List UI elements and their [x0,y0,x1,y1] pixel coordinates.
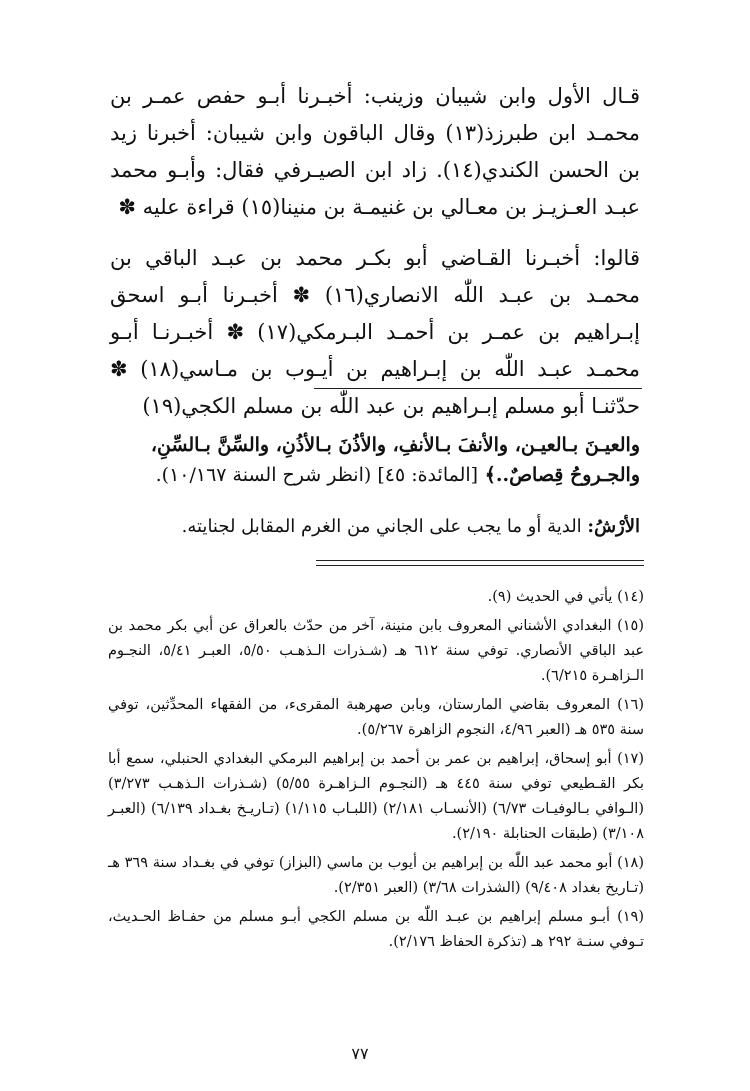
definition-term: الأرْشُ: [587,516,640,537]
separator-line [314,388,642,389]
definition-note [110,512,640,542]
page-number: ٧٧ [351,1044,369,1063]
definition-text: الدية أو ما يجب على الجاني من الغرم المقابل لجنايته. [181,516,582,537]
footnote: (١٩) أبـو مسلم إبراهيم بن عبـد اللّٰه بن مسلم الكجي أبـو مسلم من حفـاظ الحـديث، تـوفي سنـة ٢٩٢ هـ (تذكرة الحفاظ ٢/١٧٦). [108,909,644,950]
footnote: (١٥) البغدادي الأشناني المعروف بابن منينة، آخر من حدّث بالعراق عن أبي بكر محمد بن عبد الباقي الأنصاري. توفي سنة ٦١٢ هـ (شـذرات الـذهـب ٥/٥٠، العبـر ٥/٤١، النجـوم الـزاهـرة ٦/٢١٥). [108,618,645,684]
footnote-separator [316,560,644,566]
paragraph: قـال الأول وابن شيبان وزينب: أخبـرنا أبـو حفص عمـر بن محمـد ابن طبرزذ(١٣) وقال الباقون وابن شيبان: أخبرنا زيد بن الحسن الكندي(١٤). زاد ابن الصيـرفي فقال: وأبـو محمد عبـد العـزيـز بن معـالي بن غنيمـة بن منينا(١٥) قراءة عليه ✽ [110,84,640,219]
paragraph: قالوا: أخبـرنا القـاضي أبو بكـر محمد بن عبـد الباقي بن محمـد بن عبـد اللّٰه الانصاري(١٦) ✽ أخبـرنا أبـو اسحق إبـراهيم بن عمـر بن أحمـد البـرمكي(١٧) ✽ أخبـرنـا أبـو محمـد عبـد اللّٰه بن إبـراهيم بن أيـوب بن مـاسي(١٨) ✽ حدّثنـا أبو مسلم إبـراهيم بن عبد اللّٰه بن مسلم الكجي(١٩) [110,246,640,418]
footnote: (١٤) يأتي في الحديث (٩). [487,589,644,605]
footnotes [108,585,644,959]
footnote: (١٦) المعروف بقاضي المارستان، وبابن صهرهبة المقرىء، من الفقهاء المحدِّثين، توفي سنة ٥٣٥ هـ (العبر ٤/٩٦، النجوم الزاهرة ٥/٢٦٧). [108,697,644,738]
footnote: (١٧) أبو إسحاق، إبراهيم بن عمر بن أحمد بن إبراهيم البرمكي البغدادي الحنبلي، سمع أبا بكر القـطيعي توفي سنة ٤٤٥ هـ (النجـوم الـزاهـرة ٥/٥٥) (شـذرات الـذهـب ٣/٢٧٣) (الـوافي بـالوفيـات ٦/٧٣) (الأنسـاب ٢/١٨١) (اللبـاب ١/١١٥) (تـاريـخ بغـداد ٦/١٣٩) (العبـر ٣/١٠٨) (طبقات الحنابلة ٢/١٩٠). [108,751,645,842]
quran-quote [110,430,640,490]
quran-verse: والعيـنَ بـالعيـن، والأنفَ بـالأنفِ، والأذُنَ بـالأذُنِ، والسِّنَّ بـالسِّنِ، والجـروحُ قِصاصٌ..﴾ [150,434,640,486]
footnote: (١٨) أبو محمد عبد اللّٰه بن إبراهيم بن أيوب بن ماسي (البزاز) توفي في بغـداد سنة ٣٦٩ هـ (تـاريخ بغداد ٩/٤٠٨) (الشذرات ٣/٦٨) (العبر ٢/٣٥١). [108,855,644,896]
quran-reference: [المائدة: ٤٥] (انظر شرح السنة ١٠/١٦٧). [155,464,479,486]
main-text [110,78,640,425]
